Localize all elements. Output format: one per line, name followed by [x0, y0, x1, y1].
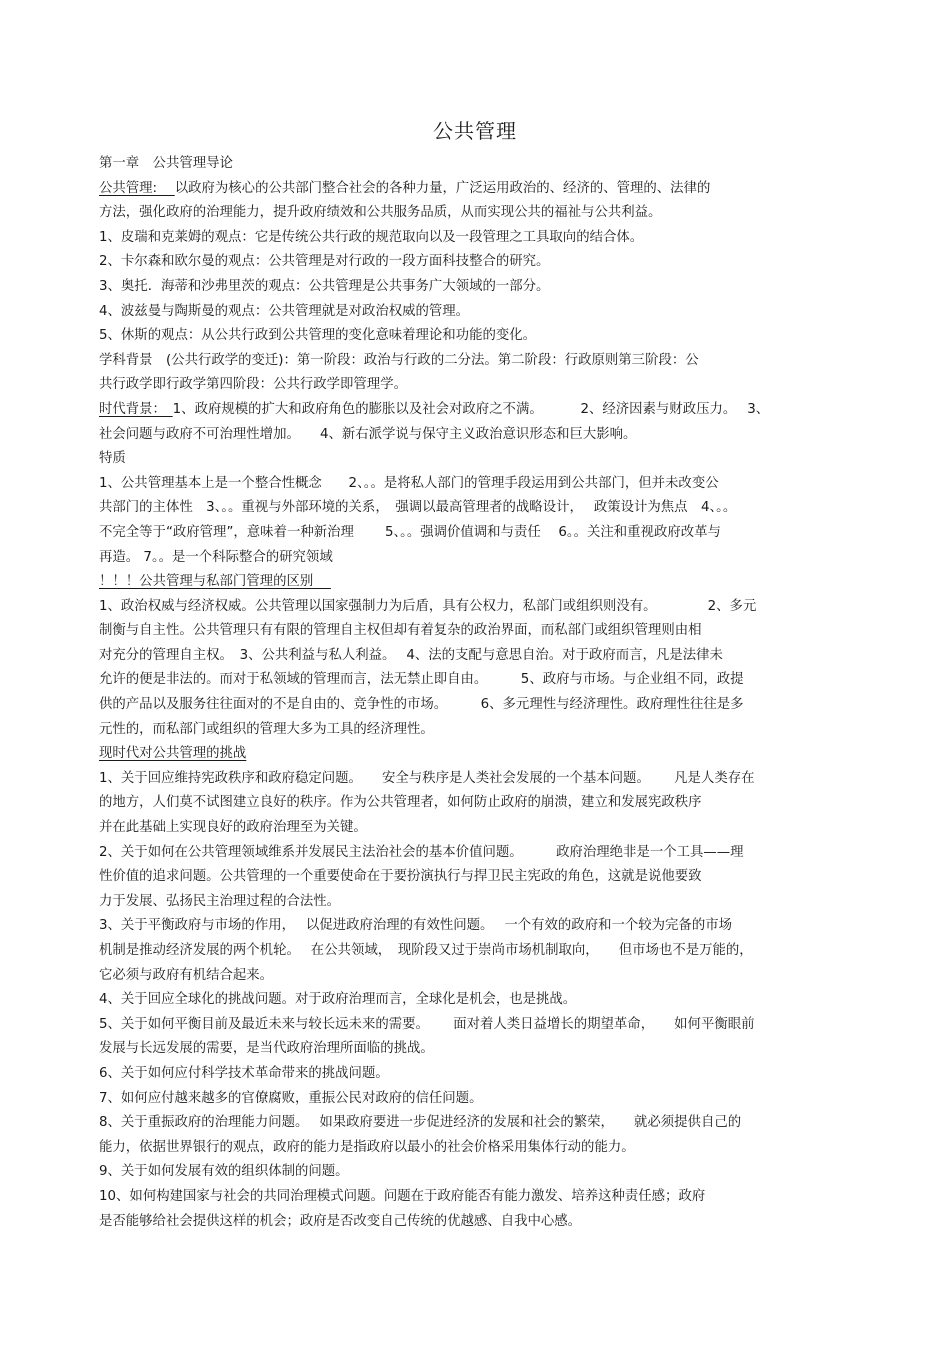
line-text: 3、关于平衡政府与市场的作用， 以促进政府治理的有效性问题。 一个有效的政府和一个较为完备的市场: [99, 918, 732, 934]
text-line: [99, 521, 859, 546]
line-text: 是否能够给社会提供这样的机会；政府是否改变自己传统的优越感、自我中心感。: [99, 1213, 582, 1229]
line-text: 对充分的管理自主权。 3、公共利益与私人利益。 4、法的支配与意思自治。对于政府而言，凡是法律未: [99, 647, 723, 663]
underlined-term: 时代背景：: [99, 401, 173, 417]
line-text: 特质: [99, 451, 126, 467]
line-text: 8、关于重振政府的治理能力问题。 如果政府要进一步促进经济的发展和社会的繁荣， 就必须提供自己的: [99, 1115, 742, 1131]
line-text: 制衡与自主性。公共管理只有有限的管理自主权但却有着复杂的政治界面，而私部门或组织管理则由相: [99, 623, 702, 639]
text-line: [99, 546, 859, 571]
text-line: [99, 1111, 859, 1136]
text-line: [99, 1210, 859, 1235]
line-text: 10、如何构建国家与社会的共同治理模式问题。问题在于政府能否有能力激发、培养这种责任感；政府: [99, 1188, 706, 1204]
text-line: [99, 373, 859, 398]
line-text: 7、如何应付越来越多的官僚腐败，重振公民对政府的信任问题。: [99, 1090, 483, 1106]
text-line: [99, 668, 859, 693]
text-line: [99, 939, 859, 964]
line-text: 社会问题与政府不可治理性增加。 4、新右派学说与保守主义政治意识形态和巨大影响。: [99, 426, 637, 442]
line-text: 1、政府规模的扩大和政府角色的膨胀以及社会对政府之不满。 2、经济因素与财政压力。 3、: [172, 401, 770, 417]
text-line: [99, 423, 859, 448]
text-line: [99, 570, 859, 595]
text-line: [99, 890, 859, 915]
line-text: 2、卡尔森和欧尔曼的观点：公共管理是对行政的一段方面科技整合的研究。: [99, 254, 550, 270]
text-line: [99, 324, 859, 349]
text-line: [99, 595, 859, 620]
text-line: [99, 1136, 859, 1161]
text-line: [99, 988, 859, 1013]
line-text: 6、关于如何应付科学技术革命带来的挑战问题。: [99, 1065, 389, 1081]
line-text: 机制是推动经济发展的两个机轮。 在公共领域， 现阶段又过于崇尚市场机制取向， 但市场也不是万能的，: [99, 943, 753, 958]
text-line: [99, 1185, 859, 1210]
text-line: [99, 226, 859, 251]
line-text: 元性的，而私部门或组织的管理大多为工具的经济理性。: [99, 721, 434, 737]
line-text: 第一章 公共管理导论: [99, 156, 233, 171]
line-text: 5、休斯的观点：从公共行政到公共管理的变化意味着理论和功能的变化。: [99, 328, 537, 344]
line-text: 1、政治权威与经济权威。公共管理以国家强制力为后盾，具有公权力，私部门或组织则没有。 2、多元: [99, 598, 757, 614]
line-text: 不完全等于“政府管理”，意味着一种新治理 5、。。强调价值调和与责任 6。。关注和重视政府改革与: [99, 524, 721, 540]
text-line: [99, 275, 859, 300]
text-line: [99, 742, 859, 767]
line-text: 供的产品以及服务往往面对的不是自由的、竞争性的市场。 6、多元理性与经济理性。政府理性往往是多: [99, 697, 744, 713]
line-text: 共部门的主体性 3、。。重视与外部环境的关系， 强调以最高管理者的战略设计， 政策设计为焦点 4、。。: [99, 500, 737, 516]
text-line: [99, 1160, 859, 1185]
text-line: [99, 865, 859, 890]
line-text: 学科背景 (公共行政学的变迁)：第一阶段：政治与行政的二分法。第二阶段：行政原则第三阶段：公: [99, 352, 699, 368]
line-text: 的地方，人们莫不试图建立良好的秩序。作为公共管理者，如何防止政府的崩溃，建立和发展宪政秩序: [99, 795, 702, 811]
line-text: 1、公共管理基本上是一个整合性概念 2、。。是将私人部门的管理手段运用到公共部门，但并未改变公: [99, 475, 719, 491]
section-heading: 现时代对公共管理的挑战: [99, 746, 247, 762]
line-text: 9、关于如何发展有效的组织体制的问题。: [99, 1164, 349, 1180]
text-line: [99, 1087, 859, 1112]
line-text: 2、关于如何在公共管理领域维系并发展民主法治社会的基本价值问题。 政府治理绝非是一个工具——理: [99, 844, 744, 860]
line-text: 它必须与政府有机结合起来。: [99, 967, 274, 983]
text-line: [99, 644, 859, 669]
text-line: [99, 693, 859, 718]
text-line: [99, 349, 859, 374]
text-line: [99, 152, 859, 177]
text-line: [99, 250, 859, 275]
line-text: 以政府为核心的公共部门整合社会的各种力量，广泛运用政治的、经济的、管理的、法律的: [174, 180, 711, 196]
text-line: [99, 914, 859, 939]
line-text: 共行政学即行政学第四阶段：公共行政学即管理学。: [99, 377, 407, 393]
text-line: [99, 496, 859, 521]
underlined-term: 公共管理:: [99, 180, 175, 196]
line-text: 并在此基础上实现良好的政府治理至为关键。: [99, 820, 367, 836]
text-line: [99, 177, 859, 202]
line-text: 4、波兹曼与陶斯曼的观点：公共管理就是对政治权威的管理。: [99, 303, 470, 319]
text-line: [99, 1062, 859, 1087]
line-text: 4、关于回应全球化的挑战问题。对于政府治理而言，全球化是机会，也是挑战。: [99, 992, 577, 1008]
text-line: [99, 447, 859, 472]
document-body: [99, 152, 859, 1234]
text-line: [99, 300, 859, 325]
document-title: 公共管理: [433, 119, 517, 143]
section-heading: ！！！公共管理与私部门管理的区别: [99, 574, 331, 590]
text-line: [99, 791, 859, 816]
line-text: 性价值的追求问题。公共管理的一个重要使命在于要扮演执行与捍卫民主宪政的角色，这就是说他要致: [99, 869, 702, 885]
line-text: 1、关于回应维持宪政秩序和政府稳定问题。 安全与秩序是人类社会发展的一个基本问题。 凡是人类存在: [99, 770, 755, 786]
text-line: [99, 398, 859, 423]
text-line: [99, 472, 859, 497]
text-line: [99, 767, 859, 792]
text-line: [99, 841, 859, 866]
text-line: [99, 1037, 859, 1062]
line-text: 再造。 7。。是一个科际整合的研究领域: [99, 549, 333, 565]
line-text: 能力，依据世界银行的观点，政府的能力是指政府以最小的社会价格采用集体行动的能力。: [99, 1139, 635, 1155]
text-line: [99, 619, 859, 644]
text-line: [99, 718, 859, 743]
line-text: 允许的便是非法的。而对于私领域的管理而言，法无禁止即自由。 5、政府与市场。与企业组不同，政提: [99, 672, 744, 688]
line-text: 1、皮瑞和克莱姆的观点：它是传统公共行政的规范取向以及一段管理之工具取向的结合体。: [99, 229, 644, 245]
text-line: [99, 1013, 859, 1038]
text-line: [99, 816, 859, 841]
text-line: [99, 964, 859, 989]
line-text: 发展与长远发展的需要，是当代政府治理所面临的挑战。: [99, 1041, 434, 1057]
text-line: [99, 201, 859, 226]
line-text: 3、奥托．海蒂和沙弗里茨的观点：公共管理是公共事务广大领域的一部分。: [99, 278, 550, 294]
line-text: 方法，强化政府的治理能力，提升政府绩效和公共服务品质，从而实现公共的福祉与公共利益。: [99, 205, 662, 221]
line-text: 5、关于如何平衡目前及最近未来与较长远未来的需要。 面对着人类日益增长的期望革命， 如何平衡眼前: [99, 1016, 755, 1032]
line-text: 力于发展、弘扬民主治理过程的合法性。: [99, 893, 341, 909]
